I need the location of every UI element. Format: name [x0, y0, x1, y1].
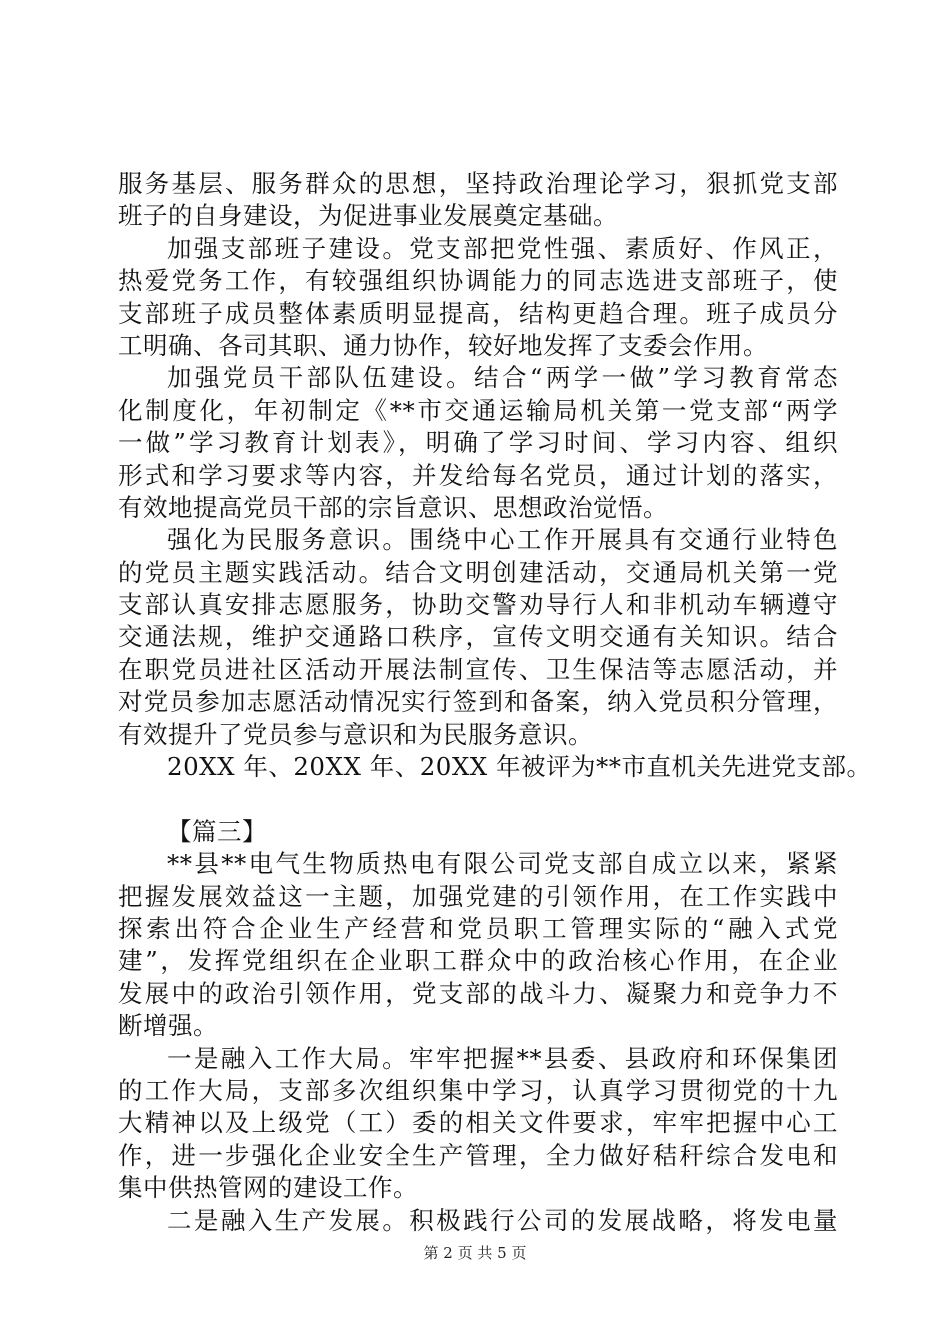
- text-line: 加强党员干部队伍建设。结合“两学一做”学习教育常态: [167, 363, 838, 393]
- text-line: 工明确、各司其职、通力协作，较好地发挥了支委会作用。: [118, 330, 768, 360]
- text-line: 20XX 年、20XX 年、20XX 年被评为**市直机关先进党支部。: [167, 752, 872, 782]
- text-line: 的工作大局，支部多次组织集中学习，认真学习贯彻党的十九: [118, 1075, 838, 1105]
- document-body: [118, 168, 872, 1237]
- text-line: 断增强。: [118, 1011, 218, 1041]
- text-line: 【篇三】: [167, 816, 267, 846]
- text-line: 强化为民服务意识。围绕中心工作开展具有交通行业特色: [167, 525, 838, 555]
- text-line: 加强支部班子建设。党支部把党性强、素质好、作风正，: [167, 233, 838, 263]
- text-line: 在职党员进社区活动开展法制宣传、卫生保洁等志愿活动，并: [118, 654, 838, 684]
- text-line: 发展中的政治引领作用，党支部的战斗力、凝聚力和竞争力不: [118, 978, 838, 1008]
- text-line: 把握发展效益这一主题，加强党建的引领作用，在工作实践中: [118, 881, 838, 911]
- text-line: 对党员参加志愿活动情况实行签到和备案，纳入党员积分管理，: [118, 687, 838, 717]
- text-line: 有效提升了党员参与意识和为民服务意识。: [118, 719, 593, 749]
- text-line: 探索出符合企业生产经营和党员职工管理实际的“融入式党: [118, 913, 838, 943]
- text-line: 热爱党务工作，有较强组织协调能力的同志选进支部班子，使: [118, 266, 838, 296]
- text-line: 形式和学习要求等内容，并发给每名党员，通过计划的落实，: [118, 460, 838, 490]
- text-line: 支部认真安排志愿服务，协助交警劝导行人和非机动车辆遵守: [118, 590, 838, 620]
- text-line: 支部班子成员整体素质明显提高，结构更趋合理。班子成员分: [118, 298, 838, 328]
- text-line: 建”，发挥党组织在企业职工群众中的政治核心作用，在企业: [118, 946, 838, 976]
- paragraph-gap: [118, 783, 838, 815]
- page-footer: 第 2 页 共 5 页: [423, 1244, 527, 1262]
- text-line: 一是融入工作大局。牢牢把握**县委、县政府和环保集团: [167, 1043, 838, 1073]
- text-line: 化制度化，年初制定《**市交通运输局机关第一党支部“两学: [118, 395, 838, 425]
- text-line: 集中供热管网的建设工作。: [118, 1173, 418, 1203]
- text-line: 班子的自身建设，为促进事业发展奠定基础。: [118, 201, 618, 231]
- text-line: 大精神以及上级党（工）委的相关文件要求，牢牢把握中心工: [118, 1108, 838, 1138]
- text-line: 的党员主题实践活动。结合文明创建活动，交通局机关第一党: [118, 557, 838, 587]
- text-line: 一做”学习教育计划表》，明确了学习时间、学习内容、组织: [118, 428, 838, 458]
- text-line: 作，进一步强化企业安全生产管理，全力做好秸秆综合发电和: [118, 1140, 838, 1170]
- text-line: 有效地提高党员干部的宗旨意识、思想政治觉悟。: [118, 492, 668, 522]
- text-line: 二是融入生产发展。积极践行公司的发展战略，将发电量: [167, 1205, 838, 1235]
- text-line: **县**电气生物质热电有限公司党支部自成立以来，紧紧: [167, 849, 838, 879]
- text-line: 交通法规，维护交通路口秩序，宣传文明交通有关知识。结合: [118, 622, 838, 652]
- text-line: 服务基层、服务群众的思想，坚持政治理论学习，狠抓党支部: [118, 169, 838, 198]
